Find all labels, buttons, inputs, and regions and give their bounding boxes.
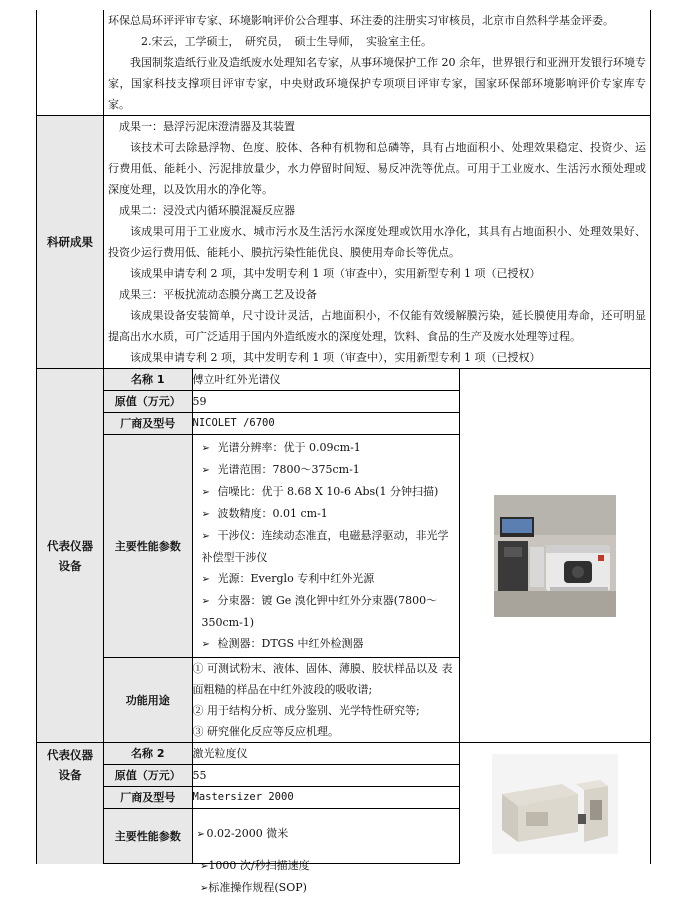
research-row bbox=[37, 116, 651, 369]
func-item: ② 用于结构分析、成分鉴别、光学特性研究等; bbox=[192, 704, 420, 717]
spec-item: ➢ 检测器：DTGS 中红外检测器 bbox=[197, 633, 456, 655]
instrument-1-price: 59 bbox=[192, 391, 459, 413]
instrument-2-name: 激光粒度仪 bbox=[192, 743, 459, 765]
instrument-2-section-label-1: 代表仪器 bbox=[47, 748, 93, 762]
research-content-cell bbox=[104, 116, 651, 369]
intro-left-cell bbox=[37, 10, 104, 116]
instrument-1-section-label-cell bbox=[37, 369, 104, 743]
arrow-bullet-icon: ➢ bbox=[201, 574, 210, 585]
achievement-3-title: 成果三：平板扰流动态膜分离工艺及设备 bbox=[119, 288, 317, 301]
ftir-spectrometer-icon bbox=[494, 495, 616, 617]
instrument-2-maker-label: 厂商及型号 bbox=[104, 787, 192, 809]
instrument-2-price: 55 bbox=[192, 765, 459, 787]
instrument-1-maker: NICOLET /6700 bbox=[192, 413, 459, 435]
spec-item: ➢ 光谱范围：7800～375cm-1 bbox=[197, 459, 456, 481]
arrow-bullet-icon: ➢ bbox=[201, 509, 210, 520]
func-item: ③ 研究催化反应等反应机理。 bbox=[192, 725, 339, 738]
research-label-cell bbox=[37, 116, 104, 369]
spec-item: ➢ 干涉仪：连续动态准直，电磁悬浮驱动，非光学补偿型干涉仪 bbox=[197, 525, 456, 568]
spec-item: ➢ 光谱分辨率：优于 0.09cm-1 bbox=[197, 437, 456, 459]
spec-item: ➢ 光源：Everglo 专利中红外光源 bbox=[197, 568, 456, 590]
instrument-2-details-table bbox=[104, 743, 459, 864]
spec-item: ➢1000 次/秒扫描速度 bbox=[200, 859, 310, 872]
intro-row bbox=[37, 10, 651, 116]
spec-item: ➢ 波数精度：0.01 cm-1 bbox=[197, 503, 456, 525]
spec-item: ➢ 分束器：镀 Ge 溴化钾中红外分束器(7800～350cm-1) bbox=[197, 590, 456, 633]
intro-content-cell bbox=[104, 10, 651, 116]
func-item: ① 可测试粉末、液体、固体、薄膜、胶状样品以及 表面粗糙的样品在中红外波段的吸收谱; bbox=[192, 662, 453, 696]
arrow-bullet-icon: ➢ bbox=[201, 639, 210, 650]
instrument-2-details-cell bbox=[104, 743, 460, 865]
arrow-bullet-icon: ➢ bbox=[200, 883, 209, 894]
instrument-1-price-label: 原值（万元） bbox=[104, 391, 192, 413]
achievement-1-title: 成果一：悬浮污泥床澄清器及其装置 bbox=[119, 120, 295, 133]
instrument-1-maker-label: 厂商及型号 bbox=[104, 413, 192, 435]
achievement-2-text: 该成果可用于工业废水、城市污水及生活污水深度处理或饮用水净化，其具有占地面积小、处理效果好、投资少运行费用低、能耗小、膜抗污染性能优良、膜使用寿命长等优点。 bbox=[108, 225, 647, 259]
arrow-bullet-icon: ➢ bbox=[201, 443, 210, 454]
research-label: 科研成果 bbox=[47, 235, 93, 249]
instrument-2-section-label-2: 设备 bbox=[58, 768, 82, 782]
instrument-1-name-label: 名称 1 bbox=[104, 369, 192, 391]
instrument-2-row bbox=[37, 743, 651, 865]
instrument-1-photo-cell bbox=[460, 369, 651, 743]
instrument-1-details-table bbox=[104, 369, 459, 742]
instrument-1-name: 傅立叶红外光谱仪 bbox=[192, 369, 459, 391]
intro-paragraph-1: 环保总局环评评审专家、环境影响评价公合理事、环注委的注册实习审核员，北京市自然科学基金评委。 bbox=[108, 14, 614, 27]
intro-paragraph-3: 我国制浆造纸行业及造纸废水处理知名专家，从事环境保护工作 20 余年，世界银行和亚洲开发银行环境专家，国家科技支撑项目评审专家，中央财政环境保护专项项目评审专家，国家环保部环境影响评价专家库专家。 bbox=[108, 56, 647, 111]
ftir-spectrometer-photo bbox=[460, 495, 650, 617]
instrument-1-section-label-2: 设备 bbox=[58, 558, 82, 573]
instrument-1-details-cell bbox=[104, 369, 460, 743]
arrow-bullet-icon: ➢ bbox=[196, 829, 205, 840]
instrument-1-row bbox=[37, 369, 651, 743]
arrow-bullet-icon: ➢ bbox=[201, 465, 210, 476]
instrument-2-section-label-cell bbox=[37, 743, 104, 865]
instrument-2-price-label: 原值（万元） bbox=[104, 765, 192, 787]
arrow-bullet-icon: ➢ bbox=[200, 861, 209, 872]
spec-item: ➢标准操作规程(SOP) bbox=[200, 881, 307, 894]
instrument-2-photo-cell bbox=[460, 743, 651, 865]
instrument-2-maker: Mastersizer 2000 bbox=[192, 787, 459, 809]
intro-paragraph-2: 2.宋云，工学硕士， 研究员， 硕士生导师， 实验室主任。 bbox=[141, 35, 432, 48]
achievement-3-patent: 该成果申请专利 2 项，其中发明专利 1 项（审查中），实用新型专利 1 项（已授权） bbox=[130, 351, 541, 364]
instrument-1-spec-label: 主要性能参数 bbox=[104, 435, 192, 658]
instrument-1-spec-list bbox=[192, 435, 459, 658]
instrument-2-spec-label: 主要性能参数 bbox=[104, 809, 192, 864]
achievement-2-patent: 该成果申请专利 2 项，其中发明专利 1 项（审查中），实用新型专利 1 项（已授权） bbox=[130, 267, 541, 280]
profile-table bbox=[36, 10, 651, 864]
spec-item: ➢ 0.02-2000 微米 bbox=[197, 823, 456, 845]
arrow-bullet-icon: ➢ bbox=[201, 531, 210, 542]
spec-item: ➢ 信噪比：优于 8.68 X 10-6 Abs(1 分钟扫描) bbox=[197, 481, 456, 503]
instrument-1-section-label-1: 代表仪器 bbox=[47, 538, 93, 553]
achievement-1-text: 该技术可去除悬浮物、色度、胶体、各种有机物和总磷等，具有占地面积小、处理效果稳定、投资少、运行费用低、能耗小、污泥排放量少，水力停留时间短、易反冲洗等优点。可用于工业废水、生活污水预处理或深度处理，以及饮用水的净化等。 bbox=[108, 141, 647, 196]
arrow-bullet-icon: ➢ bbox=[201, 596, 210, 607]
achievement-3-text: 该成果设备安装简单，尺寸设计灵活，占地面积小，不仅能有效缓解膜污染，延长膜使用寿命，还可明显提高出水水质，可广泛适用于国内外造纸废水的深度处理，饮料、食品的生产及废水处理等过程。 bbox=[108, 309, 647, 343]
instrument-1-func-label: 功能用途 bbox=[104, 658, 192, 743]
achievement-2-title: 成果二：浸没式内循环膜混凝反应器 bbox=[119, 204, 295, 217]
instrument-2-name-label: 名称 2 bbox=[104, 743, 192, 765]
instrument-2-overflow-specs bbox=[200, 855, 310, 899]
instrument-1-func-list bbox=[192, 658, 459, 743]
laser-particle-sizer-photo bbox=[460, 754, 650, 854]
laser-particle-sizer-icon bbox=[492, 754, 618, 854]
arrow-bullet-icon: ➢ bbox=[201, 487, 210, 498]
